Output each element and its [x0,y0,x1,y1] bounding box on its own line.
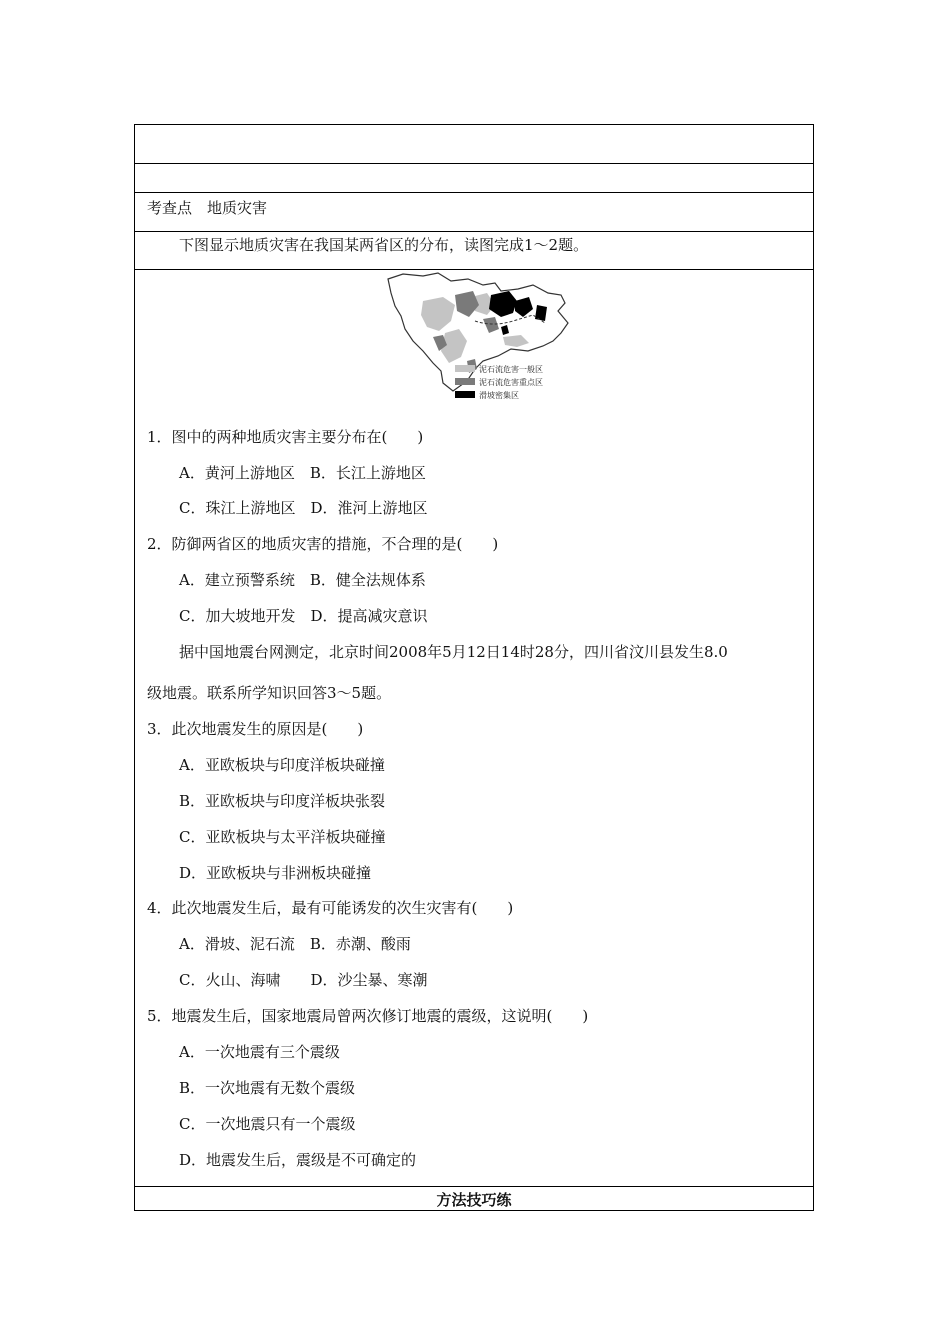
question-3-option-c: C．亚欧板块与太平洋板块碰撞 [179,828,386,846]
question-1: 1．图中的两种地质灾害主要分布在( ) [147,428,424,446]
legend-label-general: 泥石流危害一般区 [479,365,543,374]
legend-label-key: 泥石流危害重点区 [479,378,543,387]
question-5: 5．地震发生后，国家地震局曾两次修订地震的震级，这说明( ) [147,1007,589,1025]
question-1-options-row1: A．黄河上游地区 B．长江上游地区 [179,464,426,482]
row-divider [135,163,813,164]
legend-label-landslide: 滑坡密集区 [479,391,519,400]
question-3-option-d: D．亚欧板块与非洲板块碰撞 [179,864,372,882]
question-1-options-row2: C．珠江上游地区 D．淮河上游地区 [179,499,428,517]
question-5-option-d: D．地震发生后，震级是不可确定的 [179,1151,417,1169]
section-label: 考查点 [147,199,193,217]
question-4: 4．此次地震发生后，最有可能诱发的次生灾害有( ) [147,899,514,917]
question-4-options-row2: C．火山、海啸 D．沙尘暴、寒潮 [179,971,428,989]
question-3: 3．此次地震发生的原因是( ) [147,720,364,738]
footer-section-title: 方法技巧练 [436,1191,512,1209]
row-divider [135,231,813,232]
question-5-option-c: C．一次地震只有一个震级 [179,1115,356,1133]
row-divider [135,269,813,270]
question-5-option-b: B．一次地震有无数个震级 [179,1079,356,1097]
map-legend [455,364,543,400]
row-divider [135,192,813,193]
question-2-options-row2: C．加大坡地开发 D．提高减灾意识 [179,607,428,625]
section-heading [147,198,267,218]
section-topic: 地质灾害 [207,199,268,217]
passage-line-2: 级地震。联系所学知识回答3～5题。 [147,684,392,702]
intro-text: 下图显示地质灾害在我国某两省区的分布，读图完成1～2题。 [179,236,589,254]
worksheet-table [134,124,814,1211]
question-3-option-a: A．亚欧板块与印度洋板块碰撞 [179,756,385,774]
question-4-options-row1: A．滑坡、泥石流 B．赤潮、酸雨 [179,935,411,953]
question-3-option-b: B．亚欧板块与印度洋板块张裂 [179,792,386,810]
row-divider [135,1186,813,1187]
question-2: 2．防御两省区的地质灾害的措施，不合理的是( ) [147,535,499,553]
question-2-options-row1: A．建立预警系统 B．健全法规体系 [179,571,426,589]
hazard-distribution-map [383,271,573,409]
passage-line-1: 据中国地震台网测定，北京时间2008年5月12日14时28分，四川省汶川县发生8.0 [179,643,728,661]
question-5-option-a: A．一次地震有三个震级 [179,1043,340,1061]
